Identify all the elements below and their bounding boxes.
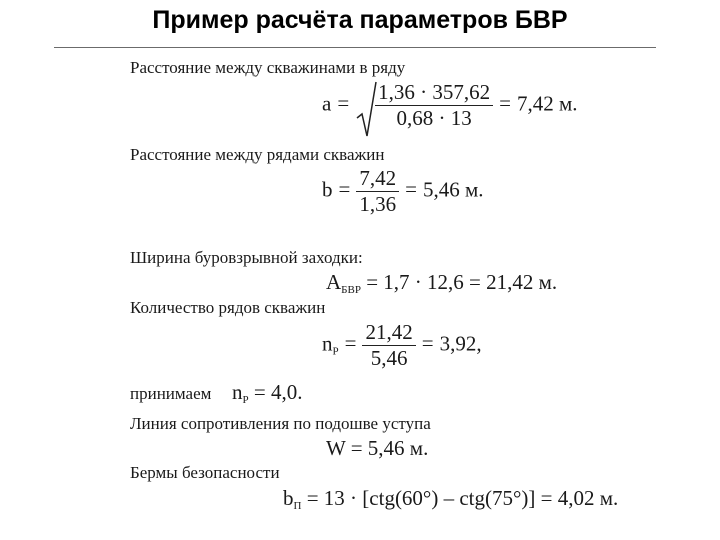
equals-sign: = bbox=[337, 91, 350, 116]
denominator: 0,68 · 13 bbox=[375, 105, 493, 131]
equals-sign: = bbox=[338, 177, 351, 202]
equals-sign: = bbox=[405, 177, 417, 202]
label-resistance-line: Линия сопротивления по подошве уступа bbox=[130, 414, 431, 433]
formula-resistance-line bbox=[326, 436, 428, 461]
label-row-spacing: Расстояние между рядами скважин bbox=[130, 145, 385, 164]
var-b: b bbox=[322, 177, 333, 202]
unit: м. bbox=[559, 91, 578, 116]
label-row-count: Количество рядов скважин bbox=[130, 298, 326, 317]
result-value: 5,46 bbox=[422, 177, 460, 202]
unit: м. bbox=[599, 486, 619, 510]
formula-block-width bbox=[326, 270, 557, 296]
fraction bbox=[375, 80, 493, 131]
formula-row-count bbox=[322, 320, 482, 371]
unit: , bbox=[476, 331, 482, 356]
unit: . bbox=[297, 380, 303, 404]
subscript: П bbox=[293, 500, 302, 512]
equals-sign: = bbox=[499, 91, 512, 116]
unit: м. bbox=[464, 177, 484, 202]
equals-sign: = bbox=[344, 331, 357, 356]
numerator: 1,36 · 357,62 bbox=[378, 80, 491, 104]
page-title: Пример расчёта параметров БВР bbox=[152, 6, 568, 34]
var-a: a bbox=[322, 91, 332, 116]
label-accepted: принимаем bbox=[130, 384, 212, 403]
label-well-spacing: Расстояние между скважинами в ряду bbox=[130, 58, 406, 77]
result-value: 7,42 bbox=[517, 91, 554, 116]
fraction bbox=[356, 166, 399, 217]
var-b: b bbox=[283, 486, 294, 510]
expression: = 4,0 bbox=[253, 380, 298, 404]
expression: = 1,7 · 12,6 = 21,42 bbox=[366, 270, 534, 294]
var-A: A bbox=[326, 270, 342, 294]
label-safety-berms: Бермы безопасности bbox=[130, 463, 280, 482]
formula-row-spacing bbox=[322, 166, 483, 217]
denominator: 1,36 bbox=[356, 191, 399, 217]
expression: = 5,46 bbox=[350, 436, 405, 460]
subscript: P bbox=[332, 345, 339, 358]
equals-sign: = bbox=[421, 331, 434, 356]
numerator: 21,42 bbox=[365, 320, 413, 344]
var-n: n bbox=[322, 331, 333, 356]
unit: м. bbox=[538, 270, 558, 294]
fraction bbox=[362, 320, 415, 371]
label-block-width: Ширина буровзрывной заходки: bbox=[130, 248, 363, 267]
sqrt-expression bbox=[375, 80, 493, 131]
numerator: 7,42 bbox=[359, 166, 397, 190]
formula-well-spacing bbox=[322, 80, 578, 131]
denominator: 5,46 bbox=[362, 345, 415, 371]
var-W: W bbox=[326, 436, 346, 460]
unit: м. bbox=[409, 436, 429, 460]
formula-safety-berms bbox=[283, 486, 618, 512]
formula-accepted bbox=[232, 380, 302, 406]
expression: = 13 · [ctg(60°) – ctg(75°)] = 4,02 bbox=[306, 486, 595, 510]
result-value: 3,92 bbox=[439, 331, 477, 356]
subscript: БВР bbox=[341, 284, 361, 296]
var-n: n bbox=[232, 380, 243, 404]
subscript: P bbox=[242, 394, 249, 406]
title-divider bbox=[54, 47, 656, 48]
sqrt-icon bbox=[355, 80, 377, 138]
